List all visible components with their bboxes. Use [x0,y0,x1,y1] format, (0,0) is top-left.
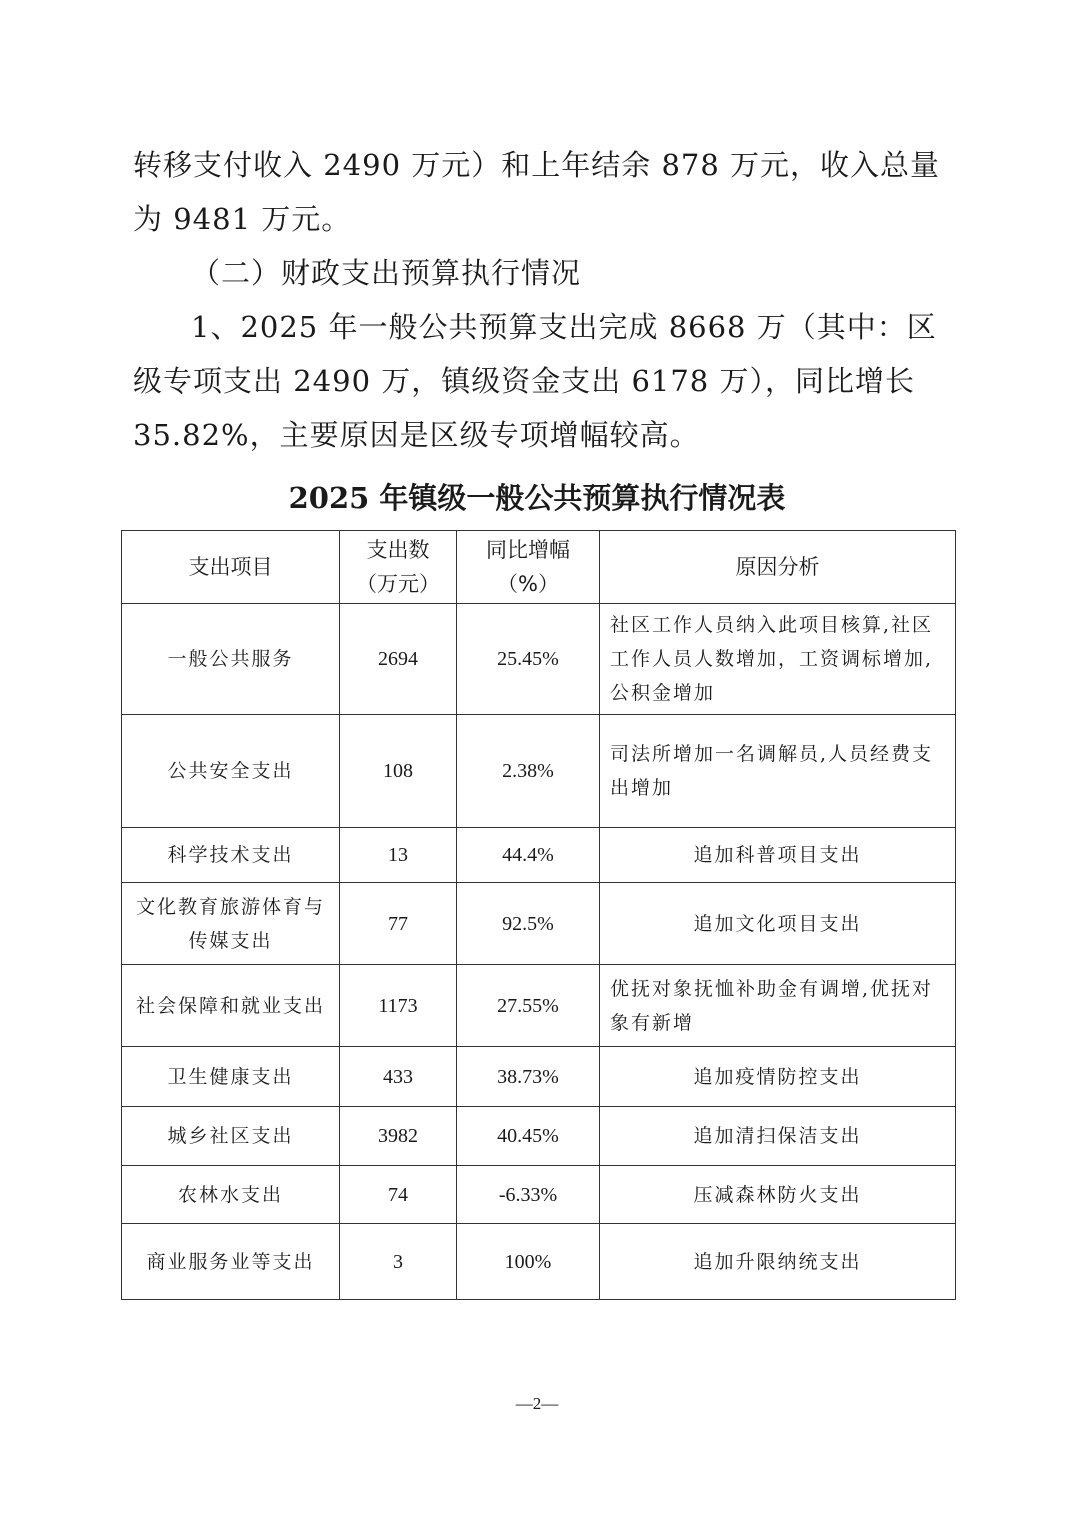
page-number: —2— [515,1394,559,1413]
header-growth [457,531,600,604]
cell-item: 一般公共服务 [122,604,340,715]
cell-amount: 74 [340,1166,457,1224]
table-row [122,715,956,828]
cell-amount: 1173 [340,965,457,1047]
budget-table [121,530,956,1300]
cell-amount: 3982 [340,1107,457,1166]
header-amount-line1: 支出数 [366,538,430,562]
table-row [122,828,956,883]
cell-reason: 优抚对象抚恤补助金有调增,优抚对象有新增 [600,965,956,1047]
header-item: 支出项目 [122,531,340,604]
cell-item: 公共安全支出 [122,715,340,828]
table-row [122,1224,956,1300]
cell-item: 科学技术支出 [122,828,340,883]
cell-growth: 92.5% [457,883,600,965]
header-amount [340,531,457,604]
header-growth-line1: 同比增幅 [486,538,570,562]
cell-growth: 27.55% [457,965,600,1047]
cell-item: 社会保障和就业支出 [122,965,340,1047]
cell-amount: 2694 [340,604,457,715]
header-amount-line2: （万元） [356,572,440,596]
table-header-row [122,531,956,604]
table-row [122,1047,956,1107]
section-heading: （二）财政支出预算执行情况 [191,256,582,290]
table-title: 2025 年镇级一般公共预算执行情况表 [288,481,786,515]
cell-growth: 38.73% [457,1047,600,1107]
table-row [122,1107,956,1166]
paragraph-income-summary: 转移支付收入 2490 万元）和上年结余 878 万元，收入总量为 9481 万元。 [133,148,941,236]
table-row [122,883,956,965]
cell-reason: 追加疫情防控支出 [600,1047,956,1107]
cell-reason: 司法所增加一名调解员,人员经费支出增加 [600,715,956,828]
table-row [122,604,956,715]
cell-amount: 3 [340,1224,457,1300]
cell-reason: 追加文化项目支出 [600,883,956,965]
cell-item: 文化教育旅游体育与传媒支出 [122,883,340,965]
cell-amount: 433 [340,1047,457,1107]
table-row [122,1166,956,1224]
cell-reason: 追加升限纳统支出 [600,1224,956,1300]
cell-item: 农林水支出 [122,1166,340,1224]
cell-item: 商业服务业等支出 [122,1224,340,1300]
cell-growth: 25.45% [457,604,600,715]
cell-amount: 13 [340,828,457,883]
cell-reason: 追加科普项目支出 [600,828,956,883]
paragraph-expenditure-summary: 1、2025 年一般公共预算支出完成 8668 万（其中：区级专项支出 2490 万，镇级资金支出 6178 万），同比增长 35.82%，主要原因是区级专项增幅较高。 [133,310,937,452]
header-reason: 原因分析 [600,531,956,604]
cell-amount: 77 [340,883,457,965]
cell-reason: 压减森林防火支出 [600,1166,956,1224]
cell-growth: 40.45% [457,1107,600,1166]
cell-growth: 44.4% [457,828,600,883]
cell-reason: 社区工作人员纳入此项目核算,社区工作人员人数增加，工资调标增加,公积金增加 [600,604,956,715]
cell-amount: 108 [340,715,457,828]
header-growth-line2: （%） [497,572,559,596]
cell-growth: 2.38% [457,715,600,828]
cell-reason: 追加清扫保洁支出 [600,1107,956,1166]
table-row [122,965,956,1047]
cell-growth: -6.33% [457,1166,600,1224]
cell-item: 城乡社区支出 [122,1107,340,1166]
cell-growth: 100% [457,1224,600,1300]
cell-item: 卫生健康支出 [122,1047,340,1107]
